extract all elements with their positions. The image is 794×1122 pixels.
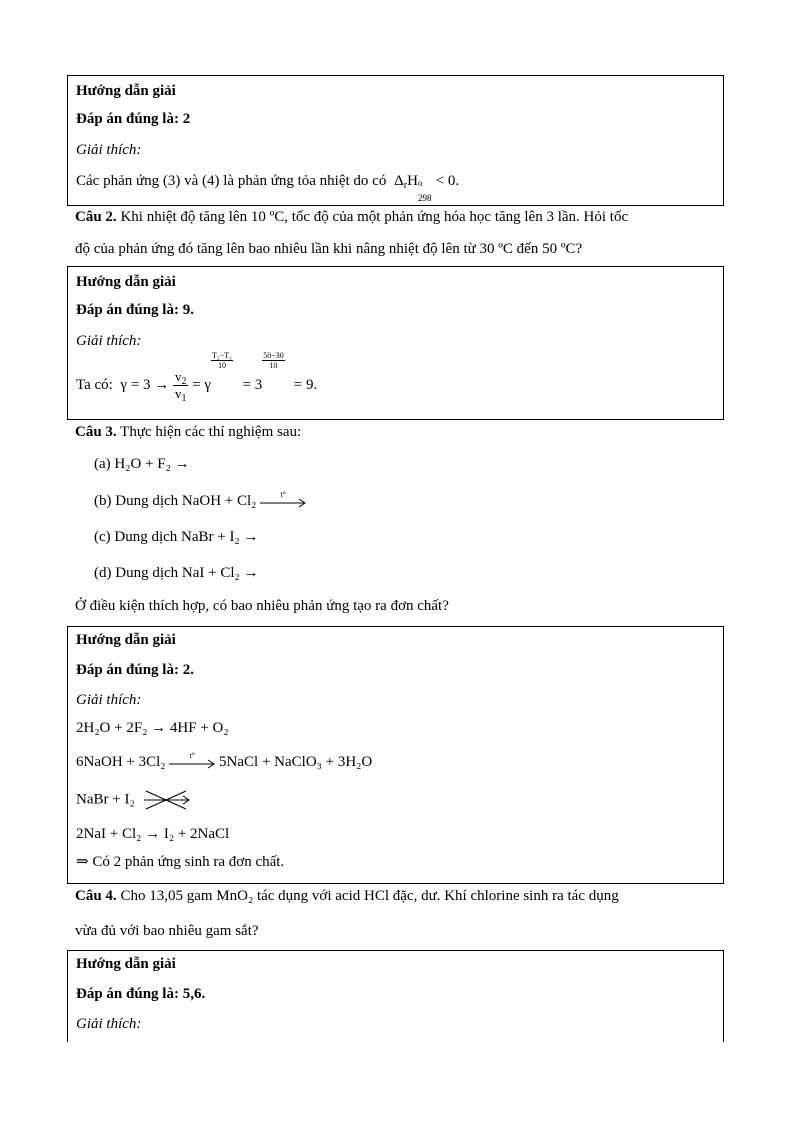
question-2-line-1: Câu 2. Khi nhiệt độ tăng lên 10 ºC, tốc độ của một phản ứng hóa học tăng lên 3 lần. Hỏi tốc (75, 209, 629, 225)
solution-heading: Hướng dẫn giải (76, 274, 176, 290)
no-reaction-icon (142, 789, 192, 811)
answer-line: Đáp án đúng là: 5,6. (76, 986, 206, 1002)
equation-2: 6NaOH + 3Cl₂ t° 5NaCl + NaClO₃ + 3H₂O (76, 750, 373, 770)
explain-label: Giải thích: (76, 1016, 142, 1032)
conclusion: ⇒ Có 2 phản ứng sinh ra đơn chất. (76, 854, 285, 870)
equation-4: 2NaI + Cl₂ → I₂ + 2NaCl (76, 826, 230, 842)
answer-line: Đáp án đúng là: 2. (76, 662, 194, 678)
question-3-line: Câu 3. Thực hiện các thí nghiệm sau: (75, 424, 302, 440)
question-4-line-1: Câu 4. Cho 13,05 gam MnO₂ tác dụng với acid HCl đặc, dư. Khí chlorine sinh ra tác dụng (75, 888, 619, 904)
solution-box-1 (67, 75, 724, 206)
reaction-d: (d) Dung dịch NaI + Cl₂ → (94, 565, 259, 581)
answer-line: Đáp án đúng là: 9. (76, 302, 194, 318)
reaction-b: (b) Dung dịch NaOH + Cl₂ t° (94, 492, 306, 510)
reaction-a: (a) H₂O + F₂ → (94, 456, 190, 472)
solution-box-2 (67, 266, 724, 420)
equation-1: 2H₂O + 2F₂ → 4HF + O₂ (76, 720, 229, 736)
solution-heading: Hướng dẫn giải (76, 956, 176, 972)
explain-label: Giải thích: (76, 692, 142, 708)
solution-heading: Hướng dẫn giải (76, 632, 176, 648)
formula-line: Ta có: γ = 3 → $\frac{v_2}{v_1}$ = γ T₂−T₁ 10 = 3 50−30 10 = 9. (76, 351, 318, 405)
question-4-line-2: vừa đủ với bao nhiêu gam sắt? (75, 923, 259, 939)
solution-box-4 (67, 950, 724, 1042)
velocity-ratio: $\frac{v_2}{v_1}$ (174, 369, 187, 405)
explain-text: Các phản ứng (3) và (4) là phản ứng tỏa nhiệt do có $\Delta_rH$ o 298 < 0. (76, 173, 460, 203)
answer-line: Đáp án đúng là: 2 (76, 111, 191, 127)
solution-box-3 (67, 626, 724, 884)
equation-3: NaBr + I₂ (76, 789, 192, 811)
question-2-line-2: độ của phản ứng đó tăng lên bao nhiêu lần khi nâng nhiệt độ lên từ 30 ºC đến 50 ºC? (75, 241, 583, 257)
reaction-c: (c) Dung dịch NaBr + I₂ → (94, 529, 259, 545)
question-3-prompt: Ở điều kiện thích hợp, có bao nhiêu phản ứng tạo ra đơn chất? (75, 598, 449, 614)
explain-label: Giải thích: (76, 142, 142, 158)
explain-label: Giải thích: (76, 333, 142, 349)
solution-heading: Hướng dẫn giải (76, 83, 176, 99)
